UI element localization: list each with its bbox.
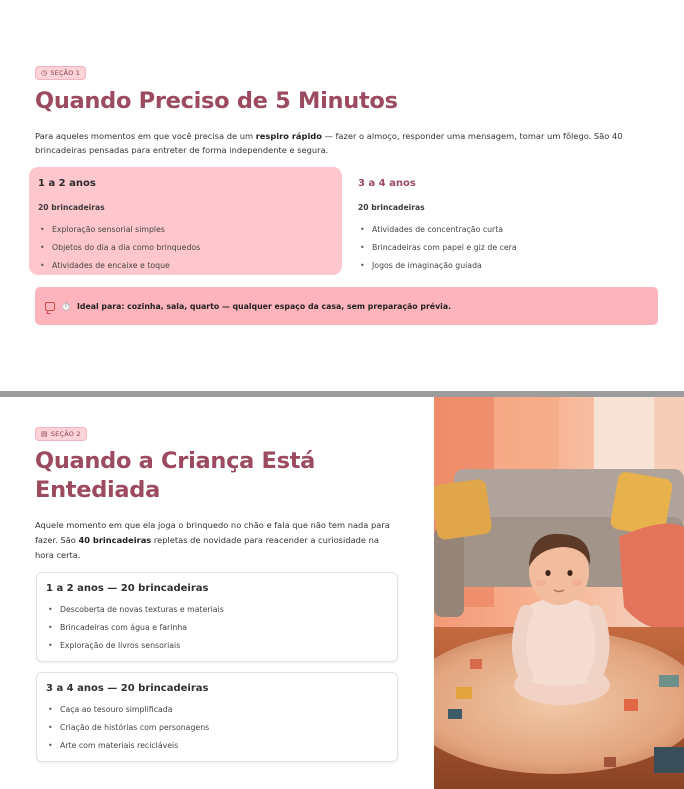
age-column-count: 20 brincadeiras: [38, 203, 105, 212]
list-item: • Criação de histórias com personagens: [46, 719, 209, 737]
list-item: • Jogos de imaginação guiada: [358, 257, 517, 275]
age-group-list: [46, 701, 209, 755]
age-column-heading: 3 a 4 anos: [358, 178, 416, 189]
age-column-heading: 1 a 2 anos: [38, 178, 96, 189]
list-item: • Descoberta de novas texturas e materiais: [46, 601, 224, 619]
intro-highlight: respiro rápido: [255, 131, 322, 141]
section-title: Quando Preciso de 5 Minutos: [35, 88, 398, 114]
section-badge: [35, 427, 87, 441]
section-badge-label: SEÇÃO 1: [50, 69, 81, 77]
tip-text: Ideal para: cozinha, sala, quarto — qualquer espaço da casa, sem preparação prévia.: [76, 301, 452, 311]
age-group-card: [36, 672, 398, 762]
age-column-list: [358, 221, 517, 275]
child-photo: [434, 397, 684, 789]
clock-icon: ◷: [41, 68, 48, 77]
list-item: • Atividades de concentração curta: [358, 221, 517, 239]
timer-icon: ⏱️: [61, 301, 71, 311]
list-item: • Exploração de livros sensoriais: [46, 637, 224, 655]
age-group-card: [36, 572, 398, 662]
intro-text: Para aqueles momentos em que você precisa de um: [35, 131, 256, 141]
section-intro: [35, 518, 395, 563]
list-item: • Caça ao tesouro simplificada: [46, 701, 209, 719]
list-item: • Objetos do dia a dia como brinquedos: [38, 239, 200, 257]
section-badge-label: SEÇÃO 2: [50, 430, 81, 438]
list-item: • Brincadeiras com papel e giz de cera: [358, 239, 517, 257]
section-title: Quando a Criança Está Entediada: [35, 448, 316, 503]
section-intro: [35, 129, 635, 157]
slide-section-1: [0, 0, 684, 391]
child-photo-illustration: [434, 397, 684, 789]
intro-text: Aquele momento em que ela joga o brinquedo no chão e fala que não tem nada para fazer. São: [35, 520, 390, 545]
age-group-heading: 3 a 4 anos — 20 brincadeiras: [46, 683, 209, 694]
tip-callout: [35, 287, 658, 325]
intro-text: repletas de novidade para reacender a curiosidade na hora certa.: [35, 535, 380, 560]
age-group-list: [46, 601, 224, 655]
slide-section-2: [0, 397, 684, 789]
age-column-count: 20 brincadeiras: [358, 203, 425, 212]
intro-highlight: 40 brincadeiras: [78, 535, 152, 545]
intro-text: — fazer o almoço, responder uma mensagem, tomar um fôlego. São 40 brincadeiras pensadas para entreter de forma independente e segura.: [35, 131, 623, 155]
section-badge: [35, 66, 86, 80]
age-column-list: [38, 221, 200, 275]
list-box-icon: ▤: [41, 429, 48, 438]
age-group-heading: 1 a 2 anos — 20 brincadeiras: [46, 583, 209, 594]
list-item: • Atividades de encaixe e toque: [38, 257, 200, 275]
list-item: • Exploração sensorial simples: [38, 221, 200, 239]
list-item: • Brincadeiras com água e farinha: [46, 619, 224, 637]
list-item: • Arte com materiais recicláveis: [46, 737, 209, 755]
speech-bubble-icon: [45, 302, 55, 311]
